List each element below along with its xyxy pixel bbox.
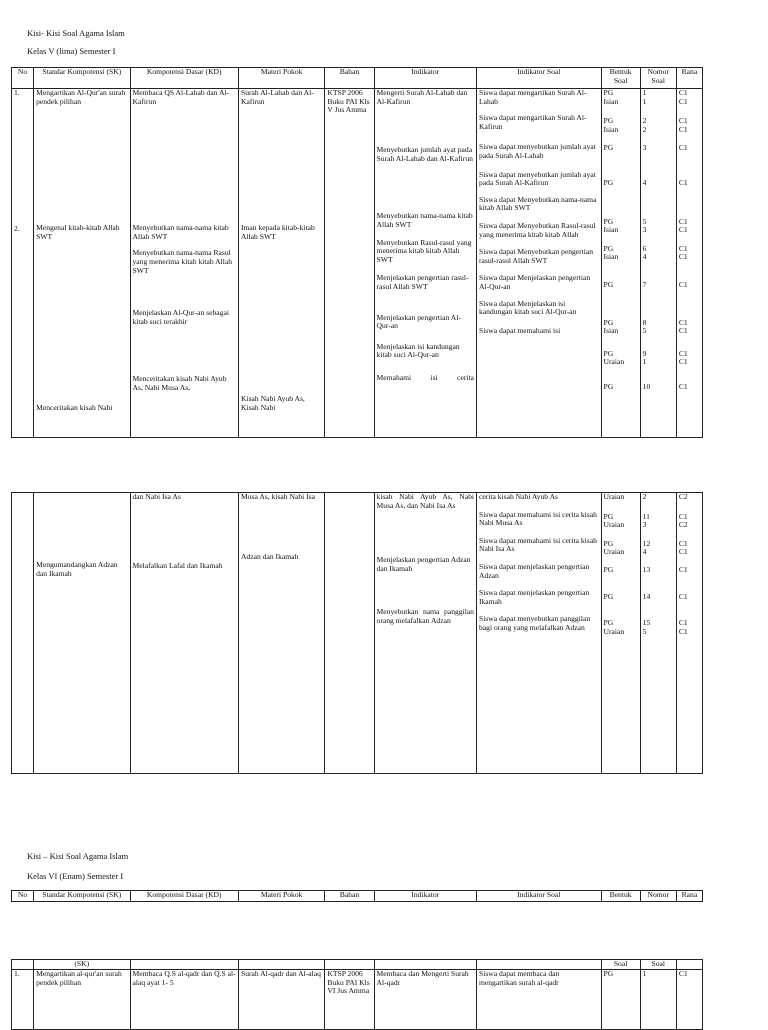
nomor-soal: 4	[642, 547, 647, 557]
bentuk-soal: PG	[603, 591, 614, 601]
ranah: C1	[678, 381, 688, 391]
header-bentuk-soal: Bentuk Soal	[601, 68, 640, 89]
bentuk-soal: Uraian	[603, 357, 625, 367]
indikator-soal-text: Siswa dapat Menjelaskan pengertian Al-Qur-an	[478, 273, 591, 291]
header-indikator-soal: Indikator Soal	[476, 68, 601, 89]
indikator-soal-text: Siswa dapat Menyebutkan pengertian rasul-rasul Allah SWT	[478, 247, 594, 265]
nomor-soal: 5	[642, 326, 647, 336]
kompotensi-dasar-text: Menyebutkan nama-nama kitab Allah SWT	[132, 223, 229, 241]
indikator-soal-text: Siswa dapat menjelaskan pengertian Ikamah	[478, 588, 590, 606]
nomor-soal: 9	[642, 348, 647, 358]
ranah: C1	[678, 591, 688, 601]
nomor-soal: 7	[642, 279, 647, 289]
kisi-table-kelas-vi-header	[11, 890, 703, 902]
ranah: C1	[678, 225, 688, 235]
bentuk-soal: Isian	[603, 96, 619, 106]
nomor-soal: 5	[642, 216, 647, 226]
ranah: C1	[676, 970, 702, 1030]
bentuk-soal: PG	[603, 116, 614, 126]
nomor-soal: 15	[642, 618, 651, 628]
ranah: C1	[678, 547, 688, 557]
doc-title: Kisi – Kisi Soal Agama Islam	[27, 851, 129, 861]
kompotensi-dasar-text: Melafalkan Lafal dan Ikamah	[132, 560, 223, 570]
ranah: C1	[678, 252, 688, 262]
indikator-soal-text: cerita kisah Nabi Ayub As	[478, 492, 559, 501]
nomor-soal: 12	[642, 538, 651, 548]
nomor-soal: 3	[642, 520, 647, 530]
header-ranah: Rana	[676, 891, 702, 902]
kompotensi-dasar-text: Menjelaskan Al-Qur-an sebagai kitab suci terakhir	[132, 308, 229, 326]
doc-class: Kelas V (lima) Semester I	[27, 46, 116, 56]
bentuk-soal: Isian	[603, 326, 619, 336]
bentuk-soal: Uraian	[603, 520, 625, 530]
kompotensi-dasar-text: Membaca Q.S al-qadr dan Q.S al-alaq ayat 1- 5	[130, 970, 238, 1030]
ranah: C2	[678, 520, 688, 530]
ranah: C2	[678, 492, 688, 501]
indikator-soal-text: Siswa dapat membaca dan mengartikan surah al-qadr	[476, 970, 601, 1030]
indikator-text: Menyebutkan Rasul-rasul yang menerima kitab kitab Allah SWT	[376, 237, 472, 264]
ranah: C1	[678, 326, 688, 336]
ranah: C1	[678, 348, 688, 358]
ranah: C1	[678, 116, 688, 126]
kompotensi-dasar-text: dan Nabi Isa As	[132, 492, 181, 501]
header-indikator-soal: Indikator Soal	[476, 891, 601, 902]
bentuk-soal: PG	[603, 564, 614, 574]
bentuk-soal: PG	[603, 88, 614, 97]
row-number: 1.	[12, 970, 34, 1030]
header-ranah: Rana	[676, 68, 702, 89]
ranah: C1	[678, 88, 688, 97]
indikator-soal-text: Siswa dapat menyebutkan jumlah ayat pada Surah Al-Kafirun	[478, 169, 596, 188]
ranah: C1	[678, 143, 688, 153]
bentuk-soal: PG	[603, 511, 614, 521]
ranah: C1	[678, 618, 688, 628]
header-no: No	[12, 891, 34, 902]
indikator-soal-text: Siswa dapat memahami isi cerita kisah Nabi Isa As	[478, 535, 597, 554]
nomor-soal: 6	[642, 243, 647, 253]
kompotensi-dasar-text: Menceritakan kisah Nabi Ayub As, Nabi Musa As,	[132, 374, 227, 392]
header-bahan: Bahan	[325, 891, 374, 902]
indikator-soal-text: Siswa dapat menjelaskan pengertian Adzan	[478, 561, 590, 580]
header-kompotensi-dasar: Kompotensi Dasar (KD)	[130, 68, 238, 89]
indikator-text: Menjelaskan pengertian rasul-rasul Allah SWT	[376, 273, 469, 291]
standar-kompotensi-text: Mengumandangkan Adzan dan Ikamah	[36, 560, 118, 578]
ranah: C1	[678, 279, 688, 289]
nomor-soal: 3	[642, 143, 647, 153]
indikator-text: Menjelaskan pengertian Al-Qur-an	[376, 312, 461, 331]
ranah: C1	[678, 216, 688, 226]
ranah: C1	[678, 564, 688, 574]
nomor-soal: 11	[642, 511, 650, 521]
nomor-soal: 2	[642, 492, 647, 501]
kisi-table-kelas-v	[11, 67, 703, 438]
header-nomor: Nomor	[640, 891, 676, 902]
nomor-soal: 2	[642, 116, 647, 126]
ranah: C1	[678, 124, 688, 134]
ranah: C1	[678, 538, 688, 548]
indikator-text: kisah Nabi Ayub As, Nabi Musa As, dan Nabi Isa As	[376, 492, 474, 510]
bentuk-soal: PG	[603, 348, 614, 358]
header-standar-kompotensi: Standar Kompotensi (SK)	[34, 891, 130, 902]
indikator-text: Menjelaskan isi kandungan kitab suci Al-Qur-an	[376, 341, 460, 360]
indikator-text: Membaca dan Mengerti Surah Al-qadr	[374, 970, 476, 1030]
materi-pokok-text: Surah Al-qadr dan Al-alaq	[238, 970, 324, 1030]
bahan-text: KTSP 2006 Buku PAI Kls V Jus Amma	[327, 88, 370, 115]
ranah: C1	[678, 626, 688, 636]
header-sk-continued: (SK)	[34, 960, 130, 970]
materi-pokok-text: Adzan dan Ikamah	[240, 551, 299, 561]
bentuk-soal: PG	[603, 279, 614, 289]
nomor-soal: 4	[642, 252, 647, 262]
doc-class: Kelas VI (Enam) Semester I	[27, 871, 124, 881]
kompotensi-dasar-text: Menyebutkan nama-nama Rasul yang menerima kitab kitab Allah SWT	[132, 248, 233, 275]
nomor-soal: 1	[642, 357, 647, 367]
indikator-soal-text: Siswa dapat memahami isi cerita kisah Nabi Musa As	[478, 509, 597, 528]
header-indikator: Indikator	[374, 68, 476, 89]
bahan-text: KTSP 2006 Buku PAI Kls VI Jus Amma	[325, 970, 374, 1030]
nomor-soal: 1	[640, 970, 676, 1030]
indikator-text: Menyebutkan nama panggilan orang melafalkan Adzan	[376, 607, 474, 625]
ranah: C1	[678, 357, 688, 367]
header-bentuk: Bentuk	[601, 891, 640, 902]
nomor-soal: 14	[642, 591, 651, 601]
kompotensi-dasar-text: Membaca QS Al-Lahab dan Al-Kafirun	[132, 88, 230, 106]
standar-kompotensi-text: Mengartikan Al-Qur'an surah pendek pilihan	[36, 88, 126, 106]
bentuk-soal: PG	[603, 381, 614, 391]
ranah: C1	[678, 317, 688, 327]
header-materi-pokok: Materi Pokok	[238, 891, 324, 902]
kisi-table-kelas-v-lanjutan	[11, 492, 703, 774]
header-soal: Soal	[601, 960, 640, 970]
indikator-soal-text: Siswa dapat Menyebutkan nama-nama kitab Allah SWT	[478, 194, 597, 213]
table-row	[12, 970, 703, 1030]
nomor-soal: 8	[642, 317, 647, 327]
nomor-soal: 1	[642, 88, 647, 97]
standar-kompotensi-text: Mengenal kitab-kitab Allah SWT	[36, 223, 120, 241]
header-indikator: Indikator	[374, 891, 476, 902]
materi-pokok-text: Iman kepada kitab-kitab Allah SWT	[240, 223, 315, 241]
header-no: No	[12, 68, 34, 89]
nomor-soal: 3	[642, 225, 647, 235]
nomor-soal: 1	[642, 96, 647, 106]
bentuk-soal: PG	[603, 538, 614, 548]
header-kompotensi-dasar: Kompotensi Dasar (KD)	[130, 891, 238, 902]
standar-kompotensi-text: Mengartikan al-qur'an surah pendek pilihan	[34, 970, 130, 1030]
indikator-soal-text: Siswa dapat memahami isi	[478, 325, 561, 335]
indikator-text: Menyebutkan nama-nama kitab Allah SWT	[376, 211, 473, 229]
bentuk-soal: Isian	[603, 225, 619, 235]
indikator-soal-text: Siswa dapat menyebutkan jumlah ayat pada Surah Al-Lahab	[478, 142, 596, 160]
row-number: 2.	[14, 223, 20, 233]
doc-title: Kisi- Kisi Soal Agama Islam	[27, 28, 125, 38]
table-row	[12, 89, 703, 438]
indikator-text: Memahami isi cerita	[376, 372, 474, 382]
nomor-soal: 2	[642, 124, 647, 134]
bentuk-soal: PG	[601, 970, 640, 1030]
kisi-table-kelas-vi	[11, 959, 703, 1030]
materi-pokok-text: Musa As, kisah Nabi Isa	[240, 492, 316, 501]
nomor-soal: 10	[642, 381, 651, 391]
ranah: C1	[678, 177, 688, 187]
indikator-soal-text: Siswa dapat mengartikan Surah Al-Lahab	[478, 88, 587, 106]
bentuk-soal: PG	[603, 243, 614, 253]
indikator-text: Menyebutkan jumlah ayat pada Surah Al-Lahab dan Al-Kafirun	[376, 145, 473, 163]
header-soal: Soal	[640, 960, 676, 970]
indikator-soal-text: Siswa dapat mengartikan Surah Al-Kafirun	[478, 113, 587, 131]
indikator-soal-text: Siswa dapat Menyebutkan Rasul-rasul yang menerima kitab kitab Allah	[478, 220, 596, 239]
indikator-soal-text: Siswa dapat Menjelaskan isi kandungan kitab suci Al-Qur-an	[478, 298, 577, 317]
bentuk-soal: Isian	[603, 252, 619, 262]
ranah: C1	[678, 511, 688, 521]
indikator-text: Menjelaskan pengertian Adzan dan Ikamah	[376, 555, 471, 573]
standar-kompotensi-text: Menceritakan kisah Nabi	[36, 403, 113, 413]
bentuk-soal: PG	[603, 216, 614, 226]
bentuk-soal: Uraian	[603, 626, 625, 636]
nomor-soal: 4	[642, 177, 647, 187]
nomor-soal: 13	[642, 564, 651, 574]
bentuk-soal: Uraian	[603, 547, 625, 557]
header-materi-pokok: Materi Pokok	[238, 68, 324, 89]
bentuk-soal: PG	[603, 317, 614, 327]
indikator-soal-text: Siswa dapat menyebutkan panggilan bagi orang yang melafalkan Adzan	[478, 614, 591, 632]
bentuk-soal: PG	[603, 618, 614, 628]
header-standar-kompotensi: Standar Kompotensi (SK)	[34, 68, 130, 89]
nomor-soal: 5	[642, 626, 647, 636]
materi-pokok-text: Kisah Nabi Ayub As, Kisah Nabi	[240, 394, 305, 412]
table-row	[12, 493, 703, 774]
bentuk-soal: Uraian	[603, 492, 625, 501]
materi-pokok-text: Surah Al-Lahab dan Al-Kafirun	[240, 88, 314, 106]
bentuk-soal: PG	[603, 143, 614, 153]
ranah: C1	[678, 243, 688, 253]
bentuk-soal: PG	[603, 177, 614, 187]
row-number: 1.	[14, 88, 20, 97]
header-bahan: Bahan	[325, 68, 374, 89]
ranah: C1	[678, 96, 688, 106]
bentuk-soal: Isian	[603, 124, 619, 134]
header-nomor-soal: Nomor Soal	[640, 68, 676, 89]
indikator-text: Mengerti Surah Al-Lahab dan Al-Kafirun	[376, 88, 468, 106]
